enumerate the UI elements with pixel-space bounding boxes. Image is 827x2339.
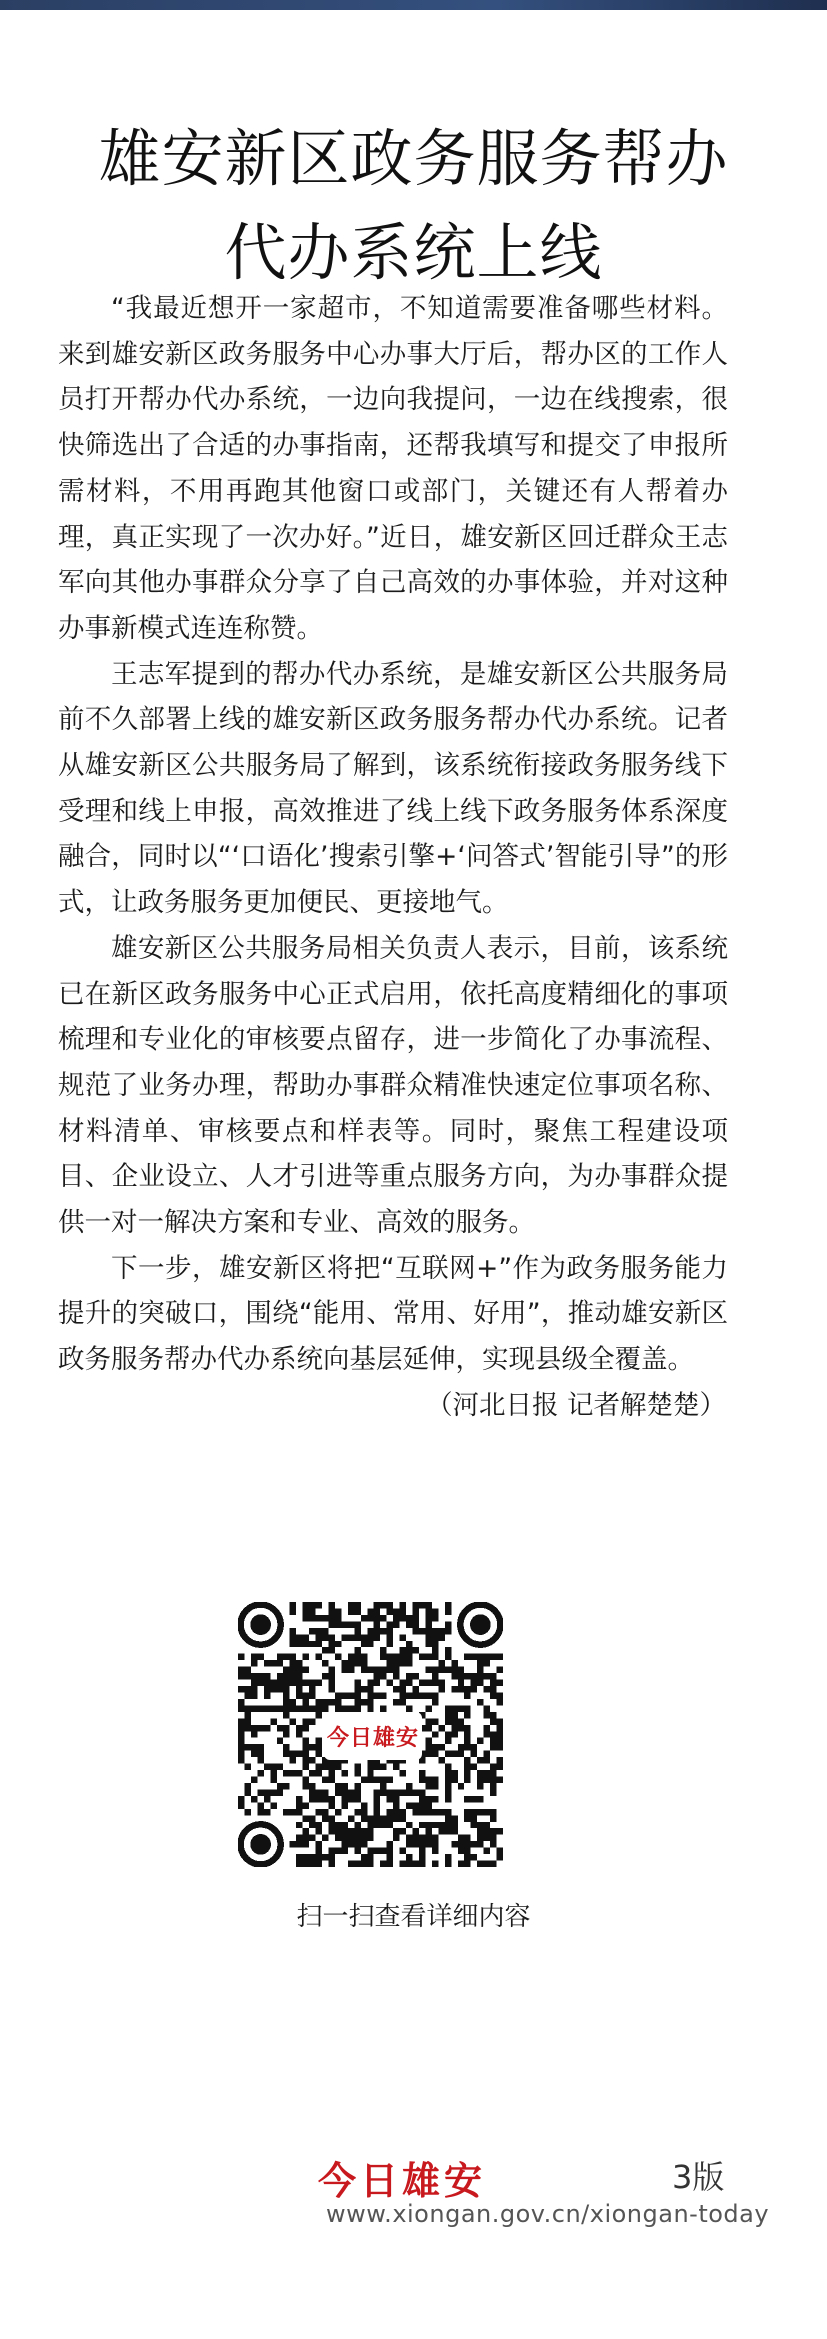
article-byline: （河北日报 记者解楚楚） [426,1389,726,1421]
article-paragraph-4: 下一步，雄安新区将把“互联网+”作为政务服务能力提升的突破口，围绕“能用、常用、好用”，推动雄安新区政务服务帮办代办系统向基层延伸，实现县级全覆盖。 [58,1252,728,1376]
article-paragraph-3: 雄安新区公共服务局相关负责人表示，目前，该系统已在新区政务服务中心正式启用，依托高度精细化的事项梳理和专业化的审核要点留存，进一步简化了办事流程、规范了业务办理，帮助办事群众精准快速定位事项名称、材料清单、审核要点和样表等。同时，聚焦工程建设项目、企业设立、人才引进等重点服务方向，为办事群众提供一对一解决方案和专业、高效的服务。 [58,932,728,1239]
qr-caption: 扫一扫查看详细内容 [296,1902,531,1932]
page-number: 3版 [672,2158,725,2196]
title-line-2: 代办系统上线 [224,215,603,289]
footer-logo: 今日雄安 [318,2158,487,2203]
top-accent-bar [0,0,827,10]
page-title [20,112,807,300]
qr-code[interactable] [238,1602,503,1867]
article-body [58,286,728,1429]
title-line-1: 雄安新区政务服务帮办 [98,121,729,195]
article-paragraph-2: 王志军提到的帮办代办系统，是雄安新区公共服务局前不久部署上线的雄安新区政务服务帮办代办系统。记者从雄安新区公共服务局了解到，该系统衔接政务服务线下受理和线上申报，高效推进了线上线下政务服务体系深度融合，同时以“‘口语化’搜索引擎+‘问答式’智能引导”的形式，让政务服务更加便民、更接地气。 [58,658,728,919]
article-paragraph-1: “我最近想开一家超市，不知道需要准备哪些材料。来到雄安新区政务服务中心办事大厅后，帮办区的工作人员打开帮办代办系统，一边向我提问，一边在线搜索，很快筛选出了合适的办事指南，还帮我填写和提交了申报所需材料，不用再跑其他窗口或部门，关键还有人帮着办理，真正实现了一次办好。”近日，雄安新区回迁群众王志军向其他办事群众分享了自己高效的办事体验，并对这种办事新模式连连称赞。 [58,293,728,644]
footer-url[interactable]: www.xiongan.gov.cn/xiongan-today [326,2200,770,2228]
qr-center-logo: 今日雄安 [324,1712,422,1760]
